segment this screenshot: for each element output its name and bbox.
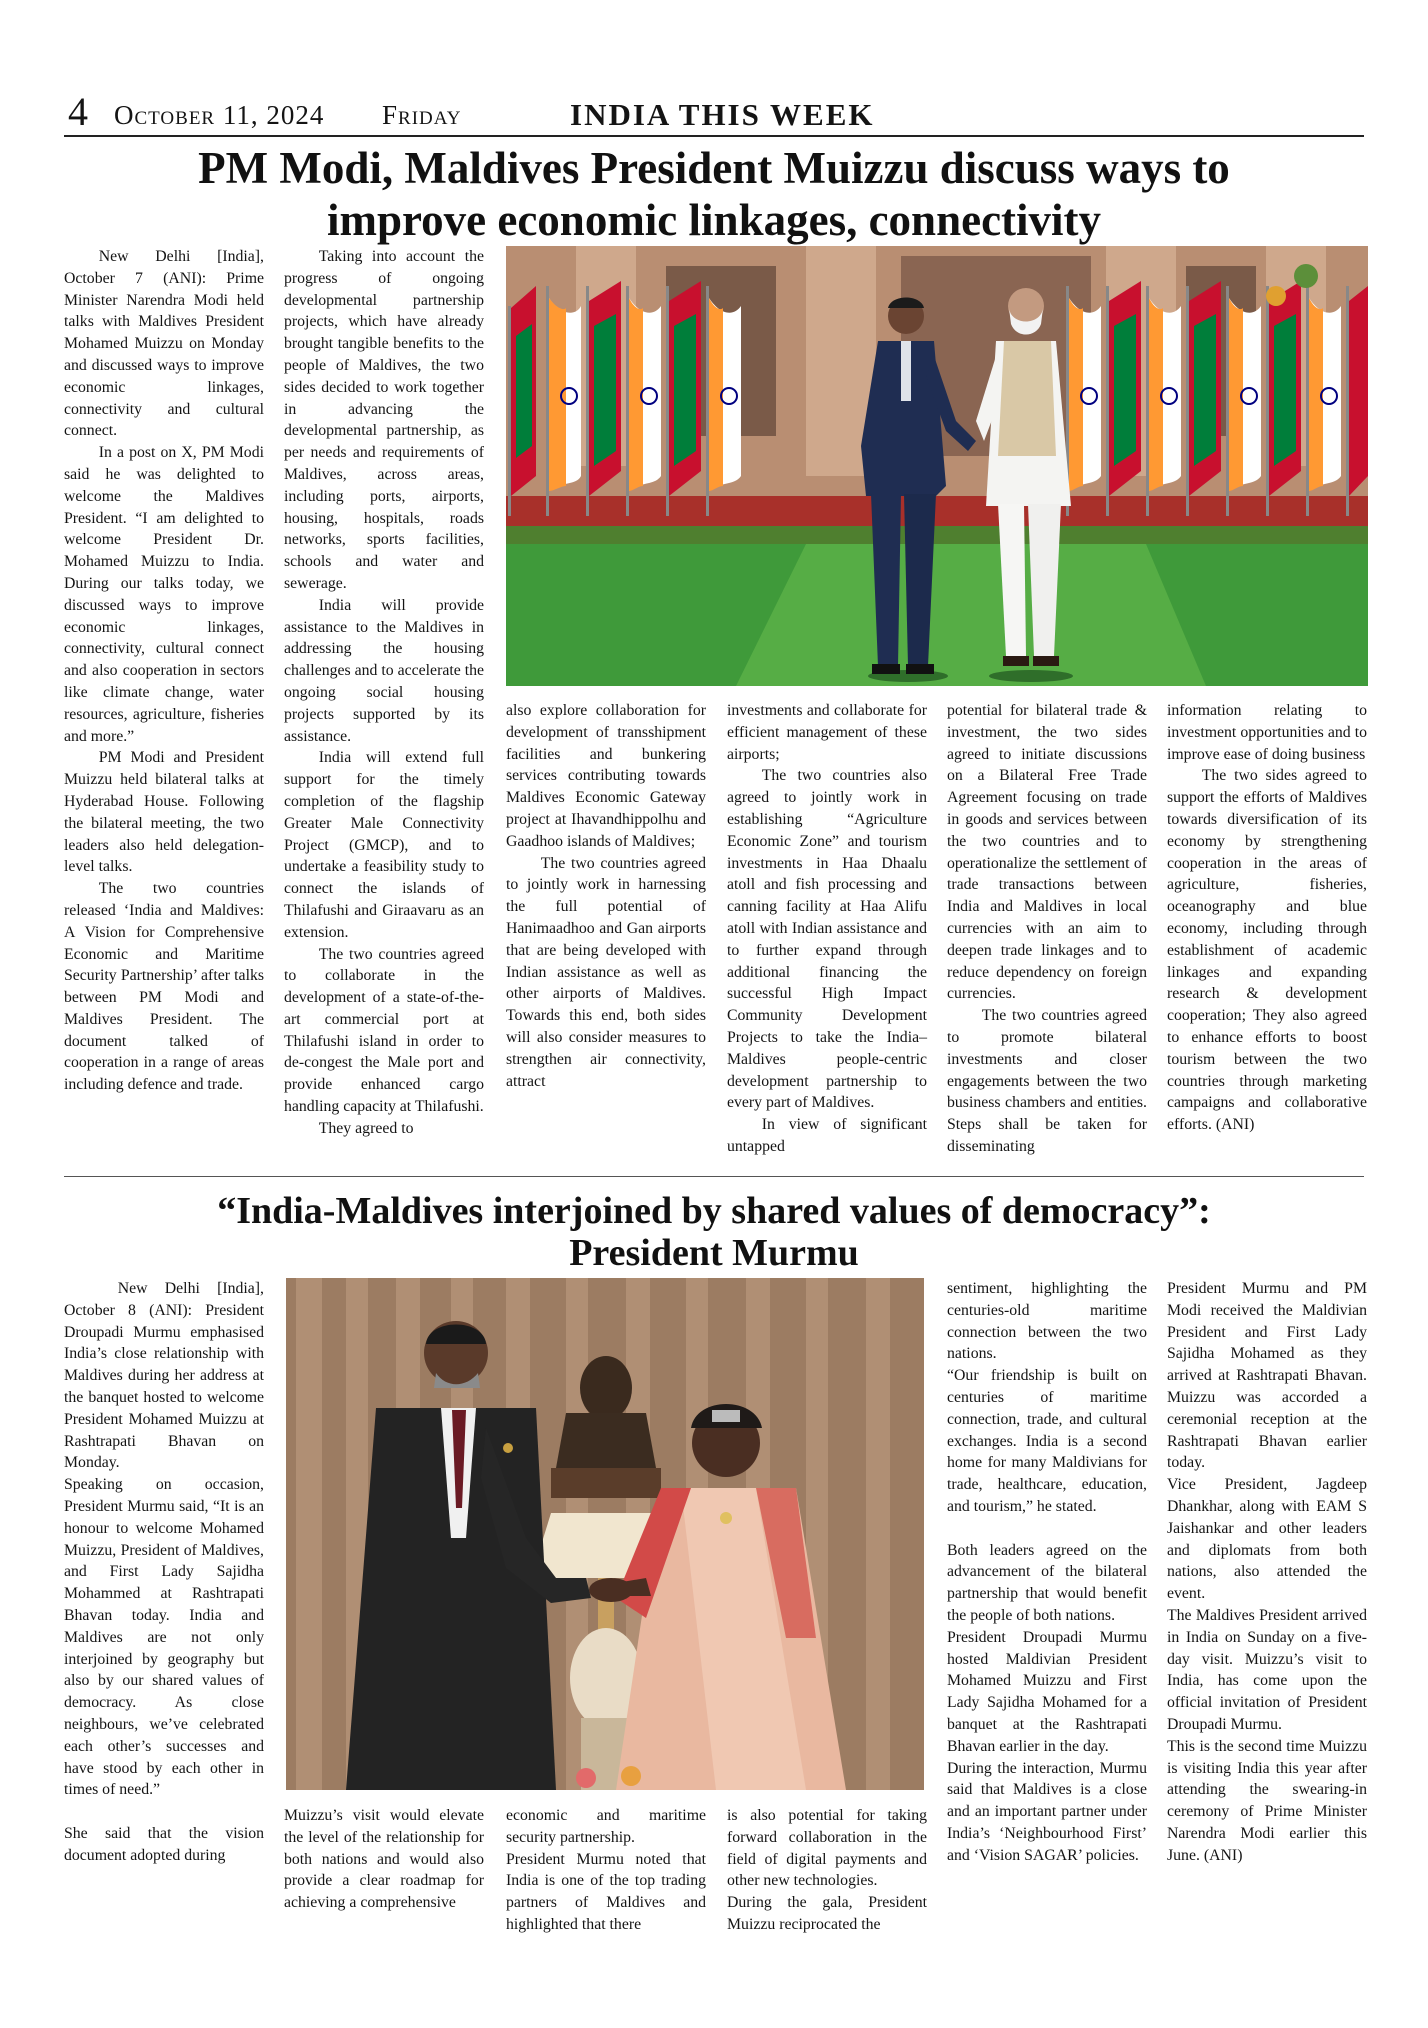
story2-col3-para: President Murmu noted that India is one of the top trading partners of Maldives and highlighted that there <box>506 1850 706 1933</box>
story2-col2-para: Muizzu’s visit would elevate the level of the relationship for both nations and would also provide a clear roadmap for achieving a comprehensive <box>284 1807 484 1912</box>
story2-column-2 <box>284 1805 484 1914</box>
story-divider <box>64 1176 1364 1177</box>
handshake <box>589 1578 633 1602</box>
leaders-handshake-photo <box>506 246 1368 686</box>
president-handshake-photo <box>286 1278 924 1790</box>
story2-col6-para: President Murmu and PM Modi received the Maldivian President and First Lady Sajidha Mohamed as they arrived at Rashtrapati Bhavan. Muizzu was accorded a ceremonial reception at the Rashtrapati Bhavan earlier today. <box>1167 1280 1367 1472</box>
story2-column-3 <box>506 1805 706 1936</box>
story1-column-6 <box>1167 700 1367 1136</box>
story2-col1-para: Speaking on occasion, President Murmu said, “It is an honour to welcome Mohamed Muizzu, President of Maldives, and First Lady Sajidha Mohammed at Rashtrapati Bhavan today. India and Maldives are not only interjoined by geography but also by our shared values of democracy. As close neighbours, we’ve celebrated each other’s successes and have stood by each other in times of need.” <box>64 1476 264 1799</box>
story1-column-2 <box>284 246 484 1140</box>
story1-col4-para: investments and collaborate for efficient management of these airports; <box>727 702 927 763</box>
story2-col6-para: The Maldives President arrived in India on Sunday on a five-day visit. Muizzu’s visit to India, has come upon the official invitation of President Droupadi Murmu. <box>1167 1606 1367 1733</box>
story2-headline-line2: President Murmu <box>569 1232 859 1274</box>
story1-col1-para: The two countries released ‘India and Maldives: A Vision for Comprehensive Economic and Maritime Security Partnership’ after talks between PM Modi and Maldives President. The document talked of cooperation in a range of areas including defence and trade. <box>64 880 264 1094</box>
story1-col4-para: In view of significant untapped <box>727 1116 927 1155</box>
story1-col2-para: The two countries agreed to collaborate in the development of a state-of-the-art commercial port at Thilafushi island in order to de-congest the Male port and provide enhanced cargo handling capacity at Thilafushi. <box>284 945 484 1116</box>
story2-column-4 <box>727 1805 927 1936</box>
story1-col1-para: PM Modi and President Muizzu held bilateral talks at Hyderabad House. Following the bilateral meeting, the two leaders also held delegation-level talks. <box>64 749 264 876</box>
story1-col4-para: The two countries also agreed to jointly work in establishing “Agriculture Economic Zone” and tourism investments in Haa Dhaalu atoll and fish processing and canning facility at Haa Alifu atoll with Indian assistance and to further expand through additional financing the successful High Impact Community Development Projects to take the India–Maldives people-centric development partnership to every part of Maldives. <box>727 767 927 1112</box>
story2-headline <box>64 1190 1364 1274</box>
story1-col2-para: India will provide assistance to the Maldives in addressing the housing challenges and to accelerate the ongoing social housing projects supported by its assistance. <box>284 596 484 745</box>
story2-col4-para: During the gala, President Muizzu reciprocated the <box>727 1894 927 1933</box>
page-number: 4 <box>68 89 88 134</box>
story1-headline <box>64 142 1364 246</box>
story1-col1-para: New Delhi [India], October 7 (ANI): Prime Minister Narendra Modi held talks with Maldives President Mohamed Muizzu on Monday and discussed ways to improve economic linkages, connectivity and cultural connect. <box>64 248 264 440</box>
story2-headline-line1: “India-Maldives interjoined by shared values of democracy”: <box>217 1190 1211 1232</box>
issue-date: October 11, 2024 <box>114 100 325 130</box>
story2-col6-para: This is the second time Muizzu is visiting India this year after attending the swearing-in ceremony of Prime Minister Narendra Modi earlier this June. (ANI) <box>1167 1737 1367 1864</box>
story1-column-3 <box>506 700 706 1092</box>
story2-col1-para: She said that the vision document adopted during <box>64 1824 264 1864</box>
story2-photo <box>286 1278 924 1790</box>
story1-col6-para: The two sides agreed to support the efforts of Maldives towards diversification of its economy by strengthening cooperation in the areas of agriculture, fisheries, oceanography and blue economy, including through establishment of academic linkages and expanding research & development cooperation; They also agreed to enhance efforts to boost tourism between the two countries through marketing campaigns and collaborative efforts. (ANI) <box>1167 767 1367 1134</box>
story1-column-5 <box>947 700 1147 1158</box>
story2-column-6 <box>1167 1278 1367 1867</box>
story1-col2-para: India will extend full support for the timely completion of the flagship Greater Male Connectivity Project (GMCP), and to undertake a feasibility study to connect the islands of Thilafushi and Giraavaru as an extension. <box>284 749 484 941</box>
story2-column-1 <box>64 1278 264 1867</box>
story1-headline-line2: improve economic linkages, connectivity <box>326 195 1102 245</box>
story1-column-1 <box>64 246 264 1096</box>
story1-photo <box>506 246 1368 686</box>
story1-col6-para: information relating to investment opportunities and to improve ease of doing business <box>1167 702 1367 763</box>
story2-col5-para: Both leaders agreed on the advancement of the bilateral partnership that would benefit the people of both nations. <box>947 1541 1147 1624</box>
story1-col1-para: In a post on X, PM Modi said he was delighted to welcome the Maldives President. “I am delighted to welcome President Dr. Mohamed Muizzu to India. During our talks today, we discussed ways to improve economic linkages, connectivity, cultural connect and also cooperation in sectors like climate change, water resources, agriculture, fisheries and more.” <box>64 444 264 745</box>
story2-col4-para: is also potential for taking forward collaboration in the field of digital payments and other new technologies. <box>727 1807 927 1890</box>
story2-col6-para: Vice President, Jagdeep Dhankhar, along with EAM S Jaishankar and other leaders and diplomats from both nations, also attended the event. <box>1167 1476 1367 1603</box>
story1-headline-line1: PM Modi, Maldives President Muizzu discuss ways to <box>198 143 1230 193</box>
story2-col1-para: New Delhi [India], October 8 (ANI): President Droupadi Murmu emphasised India’s close relationship with Maldives during her address at the banquet hosted to welcome President Mohamed Muizzu at Rashtrapati Bhavan on Monday. <box>64 1280 264 1472</box>
story2-col5-para: During the interaction, Murmu said that Maldives is a close and an important partner under India’s ‘Neighbourhood First’ and ‘Vision SAGAR’ policies. <box>947 1759 1147 1864</box>
story1-col5-para: The two countries agreed to promote bilateral investments and closer engagements between the two business chambers and entities. Steps shall be taken for disseminating <box>947 1007 1147 1155</box>
story1-col3-para: also explore collaboration for development of transshipment facilities and bunkering services contributing towards Maldives Economic Gateway project at Ihavandhippolhu and Gaadhoo islands of Maldives; <box>506 702 706 850</box>
issue-day: Friday <box>382 100 462 130</box>
publication-name: INDIA THIS WEEK <box>570 97 875 132</box>
story1-col5-para: potential for bilateral trade & investment, the two sides agreed to initiate discussions on a Bilateral Free Trade Agreement focusing on trade in goods and services between the two countries and to operationalize the settlement of trade transactions between India and Maldives in local currencies with an aim to deepen trade linkages and to reduce dependency on foreign currencies. <box>947 702 1147 1003</box>
story2-col5-para: sentiment, highlighting the centuries-old maritime connection between the two nations. <box>947 1280 1147 1363</box>
story1-col3-para: The two countries agreed to jointly work in harnessing the full potential of Hanimaadhoo and Gan airports that are being developed with Indian assistance as well as other airports of Maldives. Towards this end, both sides will also consider measures to strengthen air connectivity, attract <box>506 854 706 1090</box>
story2-col3-para: economic and maritime security partnership. <box>506 1807 706 1846</box>
story2-col5-para: “Our friendship is built on centuries of maritime connection, trade, and cultural exchanges. India is a second home for many Maldivians for trade, healthcare, education, and tourism,” he stated. <box>947 1367 1147 1515</box>
story2-col5-para: President Droupadi Murmu hosted Maldivian President Mohamed Muizzu and First Lady Sajidha Mohamed for a banquet at the Rashtrapati Bhavan earlier in the day. <box>947 1628 1147 1755</box>
story1-col2-para: They agreed to <box>318 1119 414 1137</box>
story2-column-5 <box>947 1278 1147 1867</box>
story1-col2-para: Taking into account the progress of ongoing developmental partnership projects, which have already brought tangible benefits to the people of Maldives, the two sides decided to work together in advancing the developmental partnership, as per needs and requirements of Maldives, across areas, including ports, airports, housing, hospitals, roads networks, sports facilities, schools and water and sewerage. <box>284 248 484 592</box>
story1-column-4 <box>727 700 927 1158</box>
masthead-rule <box>64 135 1364 137</box>
